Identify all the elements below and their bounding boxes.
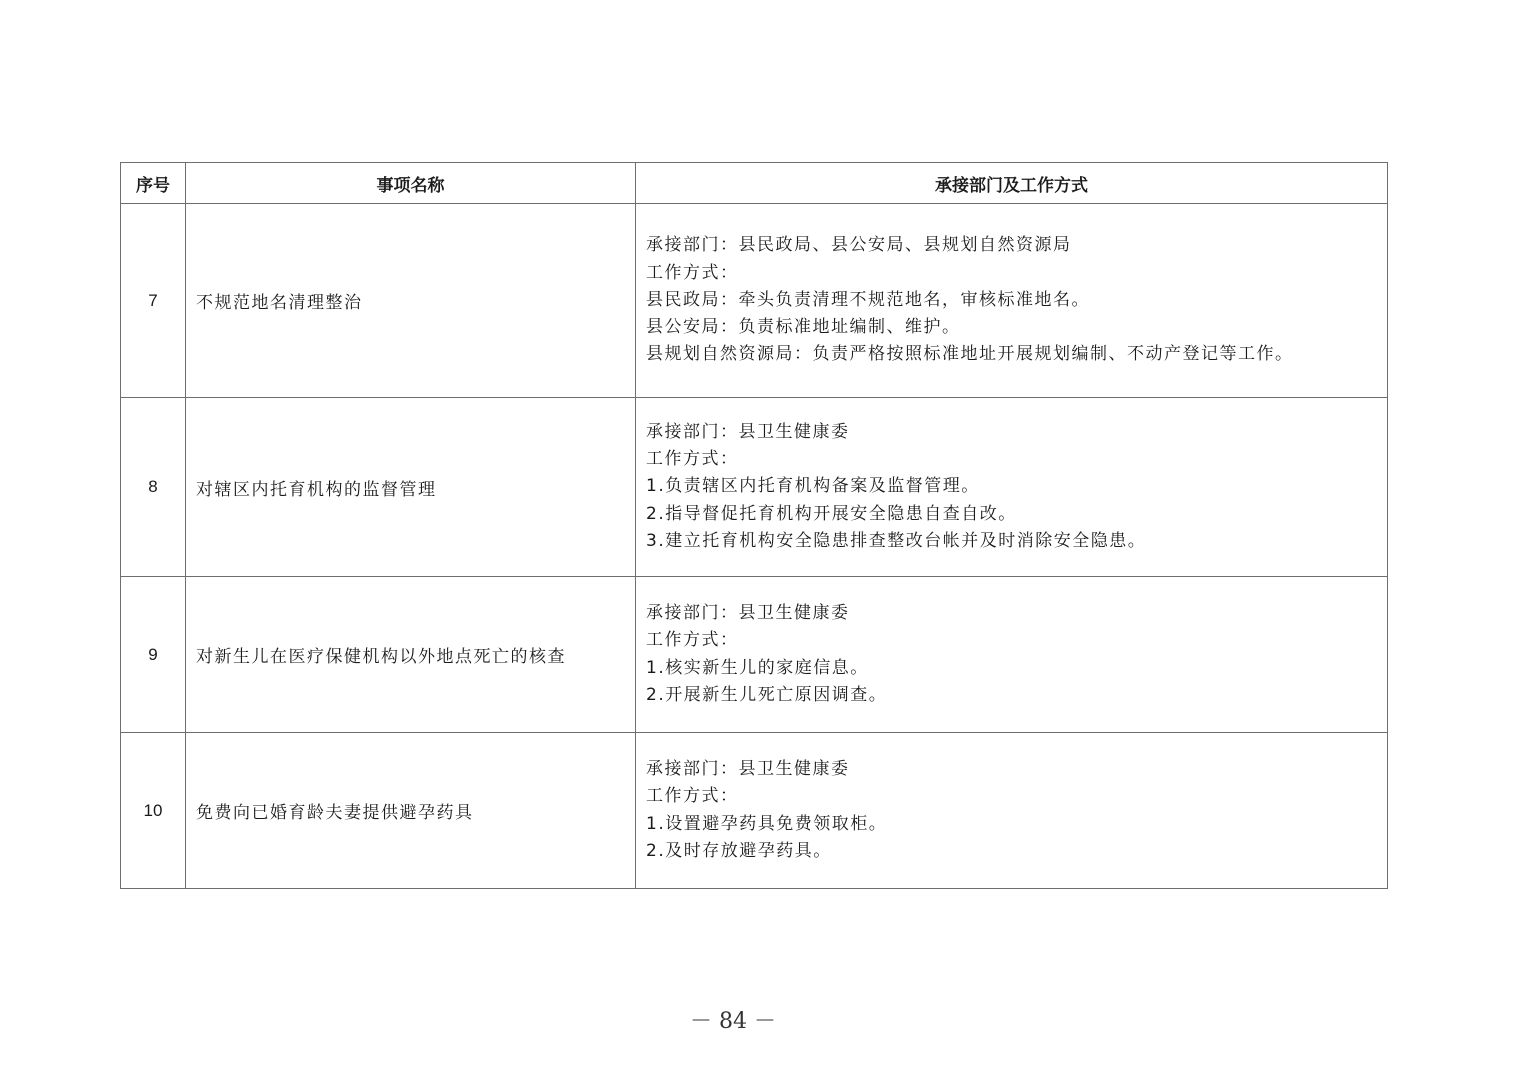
row-department-method <box>636 398 1388 577</box>
dept-line: 承接部门：县卫生健康委 <box>646 758 850 779</box>
dept-line: 工作方式： <box>646 630 739 651</box>
dept-line: 承接部门：县卫生健康委 <box>646 602 850 623</box>
header-matter-name: 事项名称 <box>186 163 636 204</box>
dept-line: 1.设置避孕药具免费领取柜。 <box>646 813 888 834</box>
matters-table <box>120 162 1388 889</box>
row-serial-number: 8 <box>121 398 186 577</box>
row-matter-name: 对新生儿在医疗保健机构以外地点死亡的核查 <box>186 577 636 733</box>
table-row <box>121 577 1388 733</box>
dept-line: 工作方式： <box>646 786 739 807</box>
dept-line: 承接部门：县卫生健康委 <box>646 421 850 442</box>
dept-line: 县民政局：牵头负责清理不规范地名，审核标准地名。 <box>646 289 1090 310</box>
dept-line: 工作方式： <box>646 262 739 283</box>
dept-line: 1.负责辖区内托育机构备案及监督管理。 <box>646 476 980 497</box>
row-matter-name: 不规范地名清理整治 <box>186 204 636 398</box>
dept-line: 2.及时存放避孕药具。 <box>646 840 832 861</box>
row-serial-number: 7 <box>121 204 186 398</box>
dept-line: 3.建立托育机构安全隐患排查整改台帐并及时消除安全隐患。 <box>646 530 1147 551</box>
dept-line: 1.核实新生儿的家庭信息。 <box>646 657 869 678</box>
dept-line: 县公安局：负责标准地址编制、维护。 <box>646 317 961 338</box>
header-department-method: 承接部门及工作方式 <box>636 163 1388 204</box>
dept-line: 2.指导督促托育机构开展安全隐患自查自改。 <box>646 503 1017 524</box>
row-serial-number: 9 <box>121 577 186 733</box>
dept-line: 工作方式： <box>646 449 739 470</box>
row-department-method <box>636 733 1388 889</box>
table-row <box>121 398 1388 577</box>
dept-line: 承接部门：县民政局、县公安局、县规划自然资源局 <box>646 235 1072 256</box>
dept-line: 县规划自然资源局：负责严格按照标准地址开展规划编制、不动产登记等工作。 <box>646 344 1294 365</box>
table-header-row <box>121 163 1388 204</box>
row-department-method <box>636 577 1388 733</box>
table-row <box>121 733 1388 889</box>
header-serial-number: 序号 <box>121 163 186 204</box>
row-department-method <box>636 204 1388 398</box>
page-number: － 84 － <box>690 1009 776 1034</box>
row-serial-number: 10 <box>121 733 186 889</box>
row-matter-name: 对辖区内托育机构的监督管理 <box>186 398 636 577</box>
dept-line: 2.开展新生儿死亡原因调查。 <box>646 684 888 705</box>
row-matter-name: 免费向已婚育龄夫妻提供避孕药具 <box>186 733 636 889</box>
table-row <box>121 204 1388 398</box>
